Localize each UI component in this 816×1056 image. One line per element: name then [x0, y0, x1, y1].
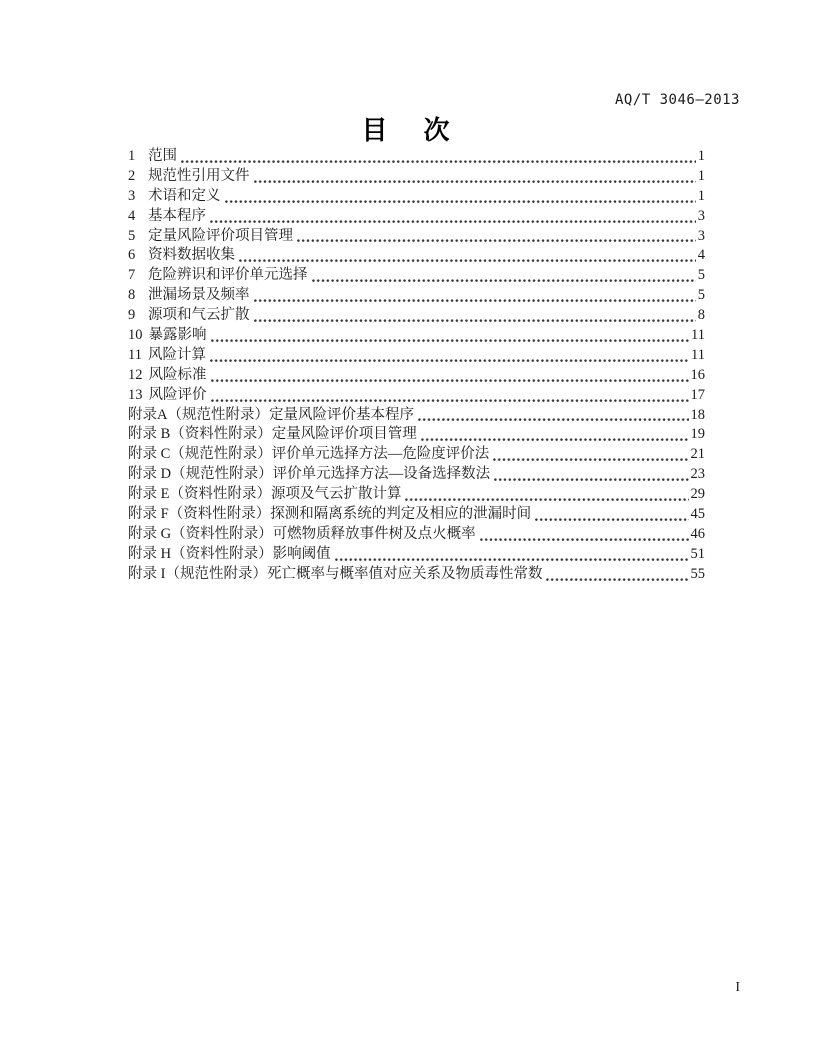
toc-entry-title: 危险辨识和评价单元选择: [148, 267, 308, 284]
toc-entry: [128, 147, 705, 167]
toc-entry-title: 附录A（规范性附录）定量风险评价基本程序: [128, 406, 414, 423]
toc-entry-number: 11: [128, 346, 142, 363]
toc-entry-title: 范围: [148, 148, 177, 164]
dot-leader: [206, 346, 690, 366]
toc-entry-title: 风险标准: [148, 366, 207, 383]
toc-entry-page: 5: [697, 287, 705, 304]
toc-entry: [128, 167, 705, 187]
toc-entry-number: 3: [128, 187, 136, 204]
toc-entry-page: 17: [690, 386, 705, 403]
toc-entry: [128, 425, 705, 445]
dot-leader: [250, 286, 697, 306]
dot-leader: [207, 326, 691, 346]
toc-entry: [128, 207, 705, 227]
toc-entry: [128, 406, 705, 426]
toc-entry-number: 7: [128, 267, 136, 284]
dot-leader: [331, 545, 690, 565]
dot-leader: [417, 425, 690, 445]
toc-entry: [128, 227, 705, 247]
toc-entry-page: 11: [691, 346, 705, 363]
page-title: 目 次: [361, 115, 455, 145]
toc-entry: [128, 485, 705, 505]
toc-entry-number: 6: [128, 247, 136, 264]
toc-entry-page: 51: [690, 545, 705, 562]
toc-entry-number: 4: [128, 207, 136, 224]
dot-leader: [207, 386, 690, 406]
dot-leader: [293, 227, 697, 247]
toc-entry: [128, 465, 705, 485]
toc-entry-title: 暴露影响: [148, 327, 207, 344]
toc-entry-number: 8: [128, 287, 136, 304]
toc-entry-title: 定量风险评价项目管理: [148, 227, 293, 244]
toc-entry-title: 附录 G（资料性附录）可燃物质释放事件树及点火概率: [128, 525, 476, 542]
toc-entry-page: 16: [690, 366, 705, 383]
toc-entry: [128, 386, 705, 406]
toc-entry: [128, 366, 705, 386]
dot-leader: [489, 445, 689, 465]
dot-leader: [308, 266, 697, 286]
toc-entry-page: 11: [691, 327, 705, 344]
toc-entry-number: 10: [128, 327, 143, 344]
dot-leader: [542, 565, 689, 585]
toc-entry-title: 风险计算: [148, 346, 206, 363]
toc-entry: [128, 326, 705, 346]
toc-entry: [128, 565, 705, 585]
toc-entry-title: 附录 D（规范性附录）评价单元选择方法—设备选择数法: [128, 466, 491, 483]
toc-entry-page: 3: [697, 227, 705, 244]
toc-entry-number: 13: [128, 386, 143, 403]
document-code: AQ/T 3046—2013: [614, 92, 740, 108]
toc-entry: [128, 346, 705, 366]
toc-entry-title: 附录 B（资料性附录）定量风险评价项目管理: [128, 426, 417, 443]
toc-entry-page: 3: [697, 207, 705, 224]
dot-leader: [221, 187, 697, 207]
toc-entry-page: 19: [690, 426, 705, 443]
dot-leader: [206, 207, 697, 227]
dot-leader: [531, 505, 689, 525]
dot-leader: [490, 465, 689, 485]
dot-leader: [177, 147, 697, 167]
toc-entry-number: 5: [128, 227, 136, 244]
toc-entry: [128, 525, 705, 545]
toc-entry-page: 55: [690, 565, 705, 582]
toc-entry-title: 术语和定义: [148, 187, 221, 204]
toc-entry-title: 附录 H（资料性附录）影响阈值: [128, 545, 331, 562]
footer-page-number: I: [735, 980, 740, 995]
toc-entry-title: 风险评价: [148, 386, 207, 403]
toc-entry-number: 2: [128, 167, 136, 184]
dot-leader: [235, 246, 697, 266]
toc-entry: [128, 246, 705, 266]
toc-entry: [128, 286, 705, 306]
toc-entry-title: 附录 C（规范性附录）评价单元选择方法—危险度评价法: [128, 446, 490, 463]
toc-entry-page: 8: [697, 307, 705, 324]
toc-entry-page: 46: [690, 525, 705, 542]
toc-entry-title: 附录 F（资料性附录）探测和隔离系统的判定及相应的泄漏时间: [128, 506, 532, 523]
toc-entry-title: 附录 E（资料性附录）源项及气云扩散计算: [128, 486, 402, 503]
toc-entry-page: 18: [690, 406, 705, 423]
toc-entry-page: 1: [697, 148, 705, 164]
toc-entry-page: 1: [697, 187, 705, 204]
toc-entry-number: 9: [128, 307, 136, 324]
toc-entry-title: 源项和气云扩散: [148, 307, 250, 324]
dot-leader: [401, 485, 689, 505]
dot-leader: [250, 167, 697, 187]
toc-entry-page: 4: [697, 247, 705, 264]
toc-list: [128, 147, 705, 585]
toc-entry-title: 基本程序: [148, 207, 206, 224]
toc-entry: [128, 545, 705, 565]
toc-entry: [128, 306, 705, 326]
toc-entry-number: 1: [128, 148, 136, 164]
dot-leader: [250, 306, 697, 326]
dot-leader: [414, 406, 690, 426]
toc-entry-page: 5: [697, 267, 705, 284]
toc-entry-title: 资料数据收集: [148, 247, 235, 264]
toc-entry: [128, 266, 705, 286]
toc-entry-title: 附录 I（规范性附录）死亡概率与概率值对应关系及物质毒性常数: [128, 565, 543, 582]
toc-entry-number: 12: [128, 366, 143, 383]
toc-entry-page: 21: [690, 446, 705, 463]
toc-entry-page: 23: [690, 466, 705, 483]
dot-leader: [476, 525, 690, 545]
toc-entry: [128, 445, 705, 465]
toc-entry-page: 29: [690, 486, 705, 503]
toc-entry-title: 规范性引用文件: [148, 167, 250, 184]
toc-entry: [128, 187, 705, 207]
toc-entry-page: 45: [690, 506, 705, 523]
toc-entry: [128, 505, 705, 525]
toc-entry-page: 1: [697, 167, 705, 184]
dot-leader: [207, 366, 690, 386]
toc-entry-title: 泄漏场景及频率: [148, 287, 250, 304]
